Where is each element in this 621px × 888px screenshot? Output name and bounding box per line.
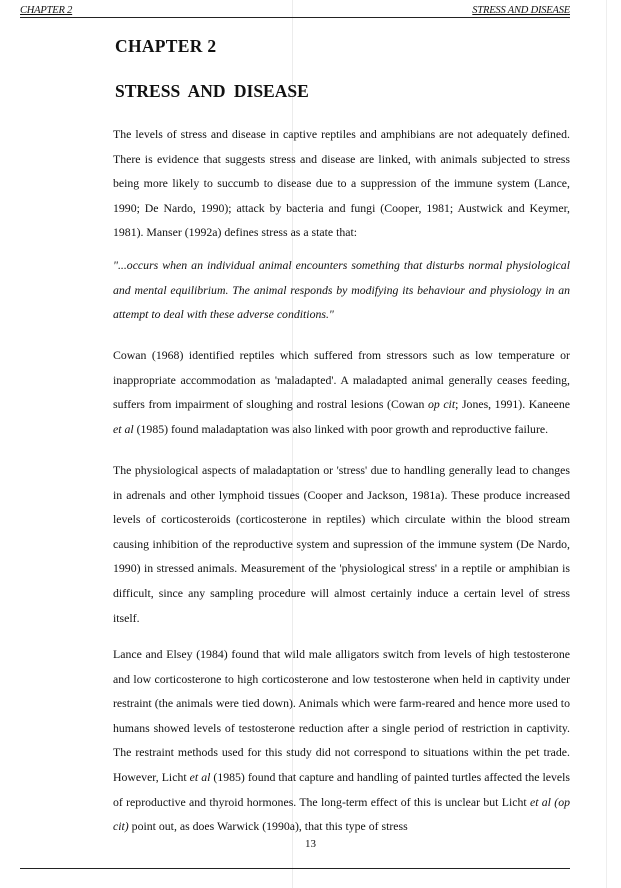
text-segment: point out, as does Warwick (1990a), that this type of stress	[128, 819, 408, 834]
paragraph-cowan	[113, 343, 570, 441]
paragraph-physiological	[113, 458, 570, 630]
paragraph-quote	[113, 253, 570, 327]
paragraph-lance	[113, 642, 570, 839]
footer-rule	[20, 868, 570, 869]
running-header	[20, 4, 570, 18]
italic-citation: op cit	[427, 397, 456, 412]
page-number: 13	[305, 838, 316, 850]
text-segment: ; Jones, 1991). Kaneene	[455, 397, 570, 412]
italic-citation: et al	[189, 769, 211, 784]
paragraph-intro	[113, 122, 570, 245]
italic-citation: et al	[113, 421, 134, 436]
text-segment: (1985) found that capture and handling of painted turtles affected the levels of reproductive and thyroid hormones. The long-term effect of this is unclear but Licht	[113, 769, 571, 809]
section-title: STRESS AND DISEASE	[115, 81, 309, 101]
running-header-section: STRESS AND DISEASE	[472, 5, 570, 16]
text-segment: Cowan (1968) identified reptiles which suffered from stressors such as low temperature or inappropriate accommodation as 'maladapted'. A maladapted animal generally ceases feeding, suffers from impairment of sloughing and rostral lesions (Cowan	[113, 348, 570, 412]
chapter-title: CHAPTER 2	[115, 36, 217, 56]
text-segment: The levels of stress and disease in captive reptiles and amphibians are not adequately defined. There is evidence that suggests stress and disease are linked, with animals subjected to stress being more likely to succumb to disease due to a suppression of the immune system (Lance, 1990; De Nardo, 1990); attack by bacteria and fungi (Cooper, 1981; Austwick and Keymer, 1981). Manser (1992a) defines stress as a state that:	[113, 127, 570, 240]
running-header-chapter: CHAPTER 2	[20, 5, 73, 16]
text-segment: The physiological aspects of maladaptation or 'stress' due to handling generally lead to changes in adrenals and other lymphoid tissues (Cooper and Jackson, 1981a). These produce increased levels of corticosteroids (corticosterone in reptiles) which circulate within the blood stream causing inhibition of the reproductive system and supression of the immune system (De Nardo, 1990) in stressed animals. Measurement of the 'physiological stress' in a reptile or amphibian is difficult, since any sampling procedure will almost certainly induce a certain level of stress itself.	[113, 463, 570, 625]
italic-citation: et al (op cit)	[113, 794, 570, 834]
text-segment: Lance and Elsey (1984) found that wild male alligators switch from levels of high testosterone and low corticosterone to high corticosterone and low testosterone when held in captivity under restraint (the animals were tied down). Animals which were farm-reared and hence more used to humans showed levels of testosterone reduction after a single period of restriction in captivity. The restraint methods used for this study did not correspond to situations within the pet trade. However, Licht	[113, 647, 570, 784]
text-segment: "...occurs when an individual animal encounters something that disturbs normal physiological and mental equilibrium. The animal responds by modifying its behaviour and physiology in an attempt to deal with these adverse conditions."	[113, 258, 570, 322]
text-segment: (1985) found maladaptation was also linked with poor growth and reproductive failure.	[133, 421, 549, 436]
scan-edge-line	[606, 0, 607, 888]
